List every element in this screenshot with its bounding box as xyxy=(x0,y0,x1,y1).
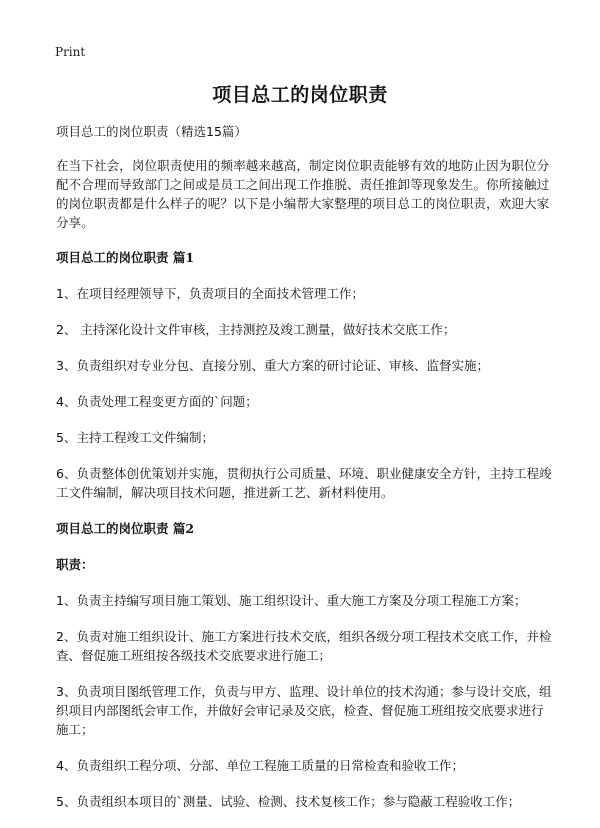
duties-label: 职责： xyxy=(56,557,94,572)
duty-item: 2、 主持深化设计文件审核，主持测控及竣工测量，做好技术交底工作； xyxy=(56,322,456,337)
section-2 xyxy=(56,519,554,811)
duty-item: 3、负责项目图纸管理工作，负责与甲方、监理、设计单位的技术沟通；参与设计交底，组织项目内部图纸会审工作，并做好会审记录及交底，检查、督促施工班组按交底要求进行施工； xyxy=(56,684,552,737)
print-link[interactable]: Print xyxy=(55,45,86,59)
document-body xyxy=(56,122,554,828)
duty-item: 5、负责组织本项目的`测量、试验、检测、技术复核工作；参与隐蔽工程验收工作； xyxy=(56,794,521,809)
duty-item: 6、负责整体创优策划并实施，贯彻执行公司质量、环境、职业健康安全方针，主持工程竣工文件编制，解决项目技术问题，推进新工艺、新材料使用。 xyxy=(56,466,552,500)
section-1 xyxy=(56,248,554,502)
section-heading: 项目总工的岗位职责 篇2 xyxy=(56,521,195,536)
page-title: 项目总工的岗位职责 xyxy=(212,84,388,106)
intro-paragraph: 在当下社会，岗位职责使用的频率越来越高，制定岗位职责能够有效的地防止因为职位分配不合理而导致部门之间或是员工之间出现工作推脱、责任推卸等现象发生。你所接触过的岗位职责都是什么样子的呢？以下是小编帮大家整理的项目总工的岗位职责，欢迎大家分享。 xyxy=(56,158,550,230)
duty-item: 3、负责组织对专业分包、直接分别、重大方案的研讨论证、审核、监督实施； xyxy=(56,358,489,373)
duty-item: 5、主持工程竣工文件编制； xyxy=(56,430,214,445)
duty-item: 4、负责组织工程分项、分部、单位工程施工质量的日常检查和验收工作； xyxy=(56,758,464,773)
duty-item: 2、负责对施工组织设计、施工方案进行技术交底，组织各级分项工程技术交底工作，并检查、督促施工班组按各级技术交底要求进行施工； xyxy=(56,629,552,663)
document-subtitle: 项目总工的岗位职责（精选15篇） xyxy=(56,124,247,139)
duty-item: 1、负责主持编写项目施工策划、施工组织设计、重大施工方案及分项工程施工方案； xyxy=(56,593,527,608)
section-heading: 项目总工的岗位职责 篇1 xyxy=(56,250,195,265)
duty-item: 4、负责处理工程变更方面的`问题； xyxy=(56,394,258,409)
duty-item: 1、在项目经理领导下，负责项目的全面技术管理工作； xyxy=(56,286,364,301)
